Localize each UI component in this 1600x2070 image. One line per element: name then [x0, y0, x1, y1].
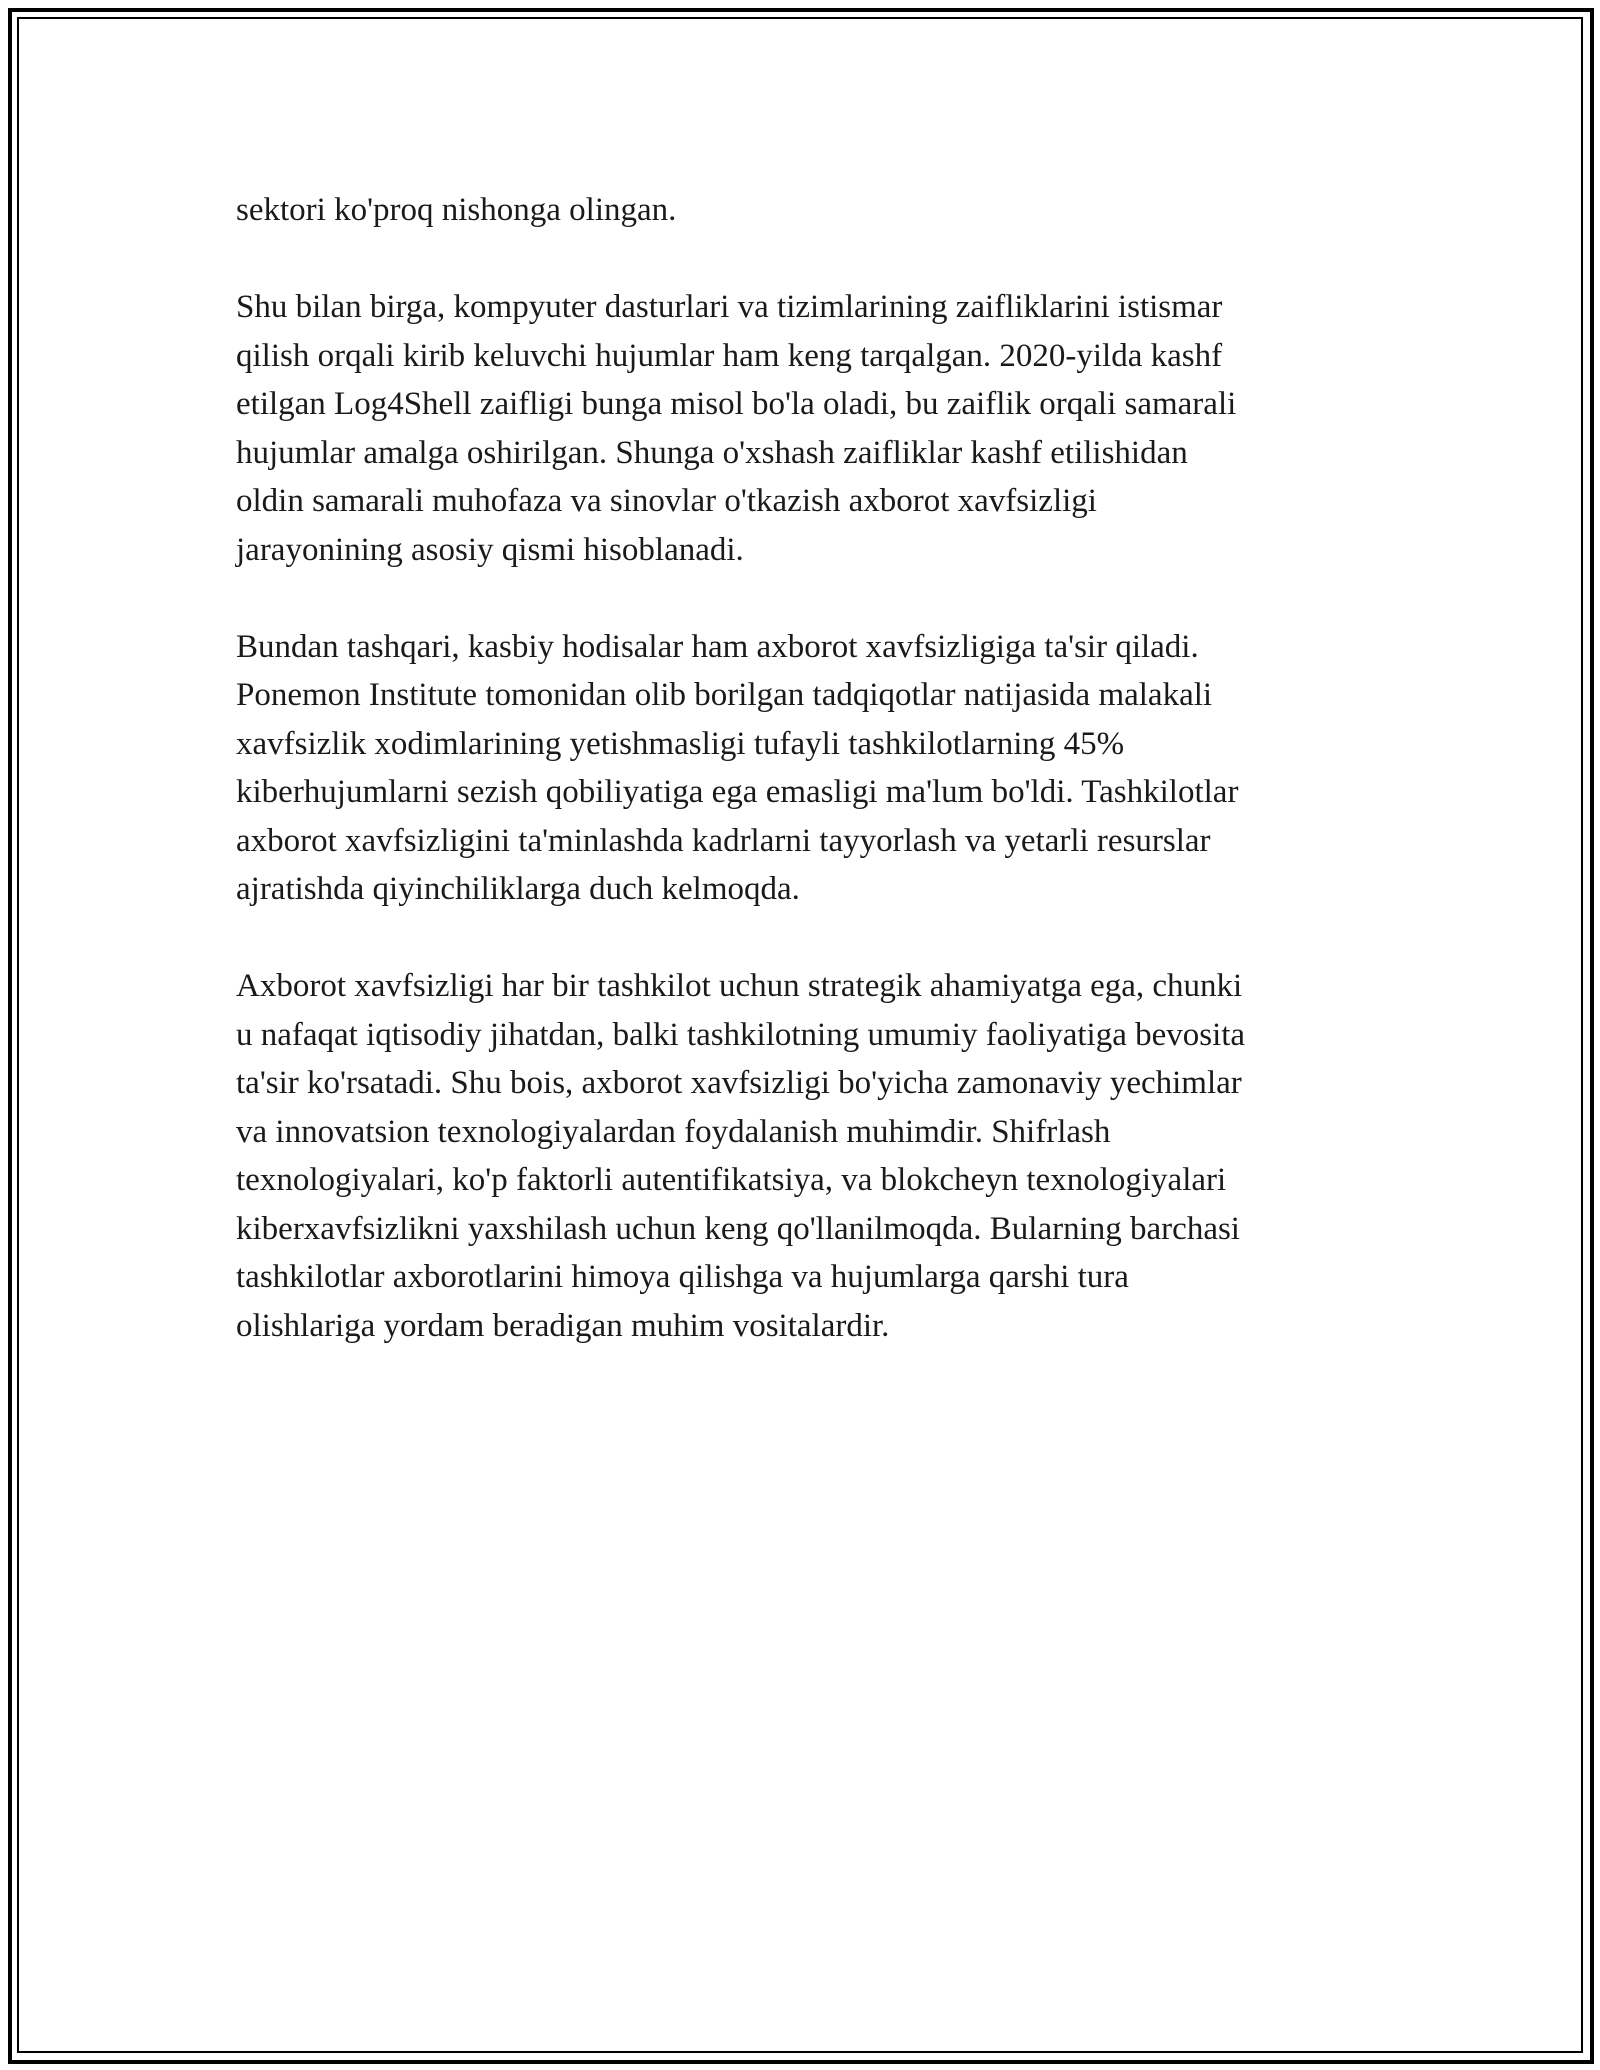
paragraph-3: Bundan tashqari, kasbiy hodisalar ham axborot xavfsizligiga ta'sir qiladi. Ponemon Institute tomonidan olib borilgan tadqiqotlar natijasida malakali xavfsizlik xodimlarining yetishmasligi tufayli tashkilotlarning 45% kiberhujumlarni sezish qobiliyatiga ega emasligi ma'lum bo'ldi. Tashkilotlar axborot xavfsizligini ta'minlashda kadrlarni tayyorlash va yetarli resurslar ajratishda qiyinchiliklarga duch kelmoqda.: [236, 628, 1239, 907]
document-body: [236, 186, 1366, 1399]
paragraph-2: Shu bilan birga, kompyuter dasturlari va tizimlarining zaifliklarini istismar qilish orqali kirib keluvchi hujumlar ham keng tarqalgan. 2020-yilda kashf etilgan Log4Shell zaifligi bunga misol bo'la oladi, bu zaiflik orqali samarali hujumlar amalga oshirilgan. Shunga o'xshash zaifliklar kashf etilishidan oldin samarali muhofaza va sinovlar o'tkazish axborot xavfsizligi jarayonining asosiy qismi hisoblanadi.: [236, 289, 1237, 568]
paragraph-4: Axborot xavfsizligi har bir tashkilot uchun strategik ahamiyatga ega, chunki u nafaqat iqtisodiy jihatdan, balki tashkilotning umumiy faoliyatiga bevosita ta'sir ko'rsatadi. Shu bois, axborot xavfsizligi bo'yicha zamonaviy yechimlar va innovatsion texnologiyalardan foydalanish muhimdir. Shifrlash texnologiyalari, ko'p faktorli autentifikatsiya, va blokcheyn texnologiyalari kiberxavfsizlikni yaxshilash uchun keng qo'llanilmoqda. Bularning barchasi tashkilotlar axborotlarini himoya qilishga va hujumlarga qarshi tura olishlariga yordam beradigan muhim vositalardir.: [236, 968, 1246, 1344]
paragraph-1: sektori ko'proq nishonga olingan.: [236, 192, 677, 228]
